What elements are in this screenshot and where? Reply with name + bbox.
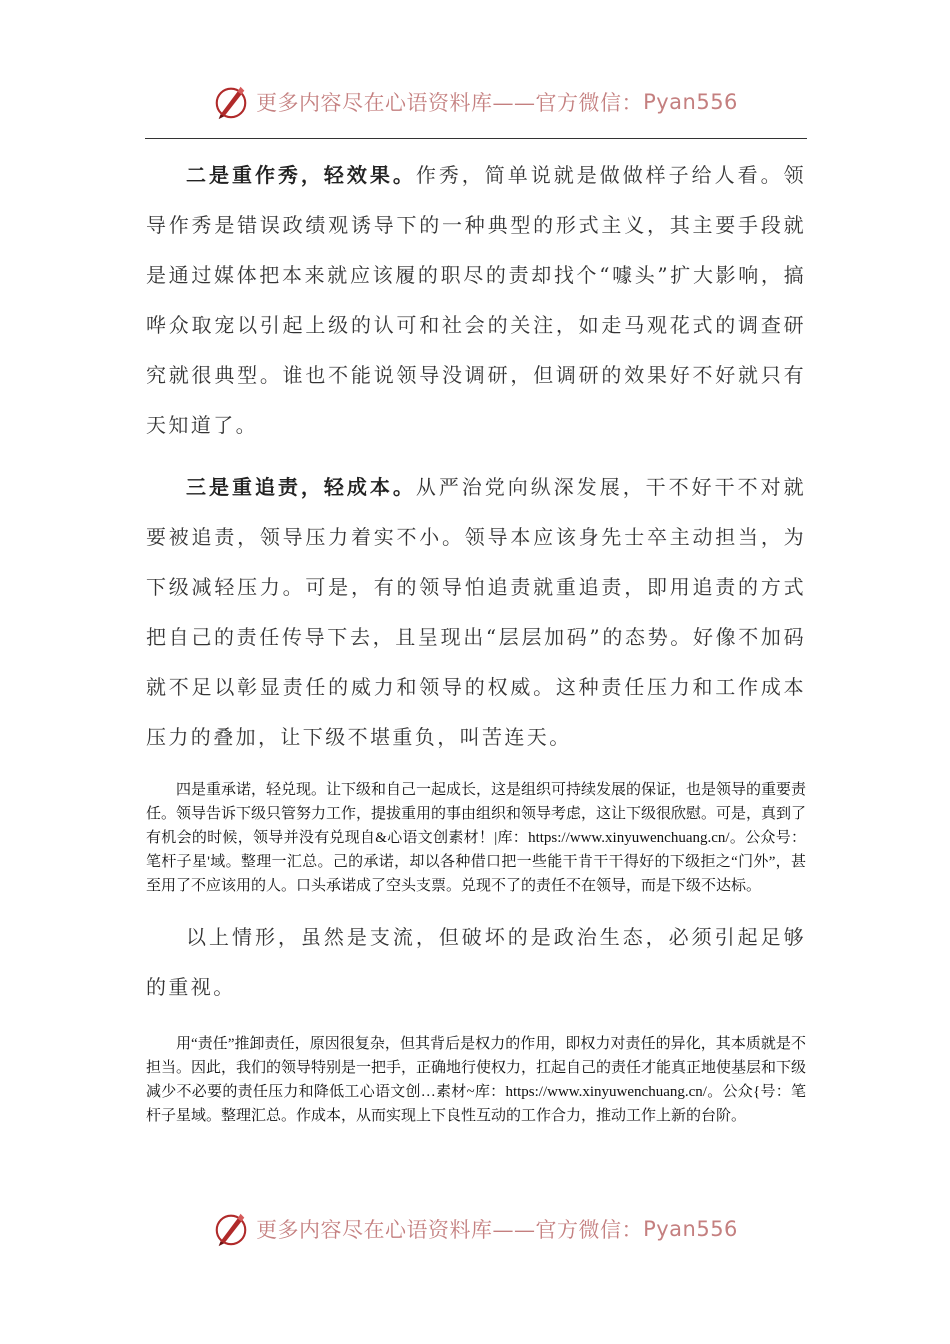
header-wechat-id: Pyan556 <box>643 90 738 114</box>
paragraph-3-text: 从严治党向纵深发展，干不好干不对就要被追责，领导压力着实不小。领导本应该身先士卒主动担当，为下级减轻压力。可是，有的领导怕追责就重追责，即用追责的方式把自己的责任传导下去，且呈现出“层层加码”的态势。好像不加码就不足以彰显责任的威力和领导的权威。这种责任压力和工作成本压力的叠加，让下级不堪重负，叫苦连天。 <box>146 475 806 749</box>
footer-banner <box>0 1207 950 1251</box>
pen-logo-icon <box>212 83 250 121</box>
header-banner-text: 更多内容尽在心语资料库——官方微信： <box>256 91 644 115</box>
footer-banner-text: 更多内容尽在心语资料库——官方微信： <box>256 1218 644 1242</box>
header-divider <box>145 138 807 139</box>
header-banner <box>0 80 950 124</box>
paragraph-2 <box>146 150 806 450</box>
paragraph-summary: 以上情形，虽然是支流，但破坏的是政治生态，必须引起足够的重视。 <box>146 925 806 999</box>
document-body <box>146 150 806 1128</box>
paragraph-4: 四是重承诺，轻兑现。让下级和自己一起成长，这是组织可持续发展的保证，也是领导的重要责任。领导告诉下级只管努力工作，提拔重用的事由组织和领导考虑，这让下级很欣慰。可是，真到了有机会的时候，领导并没有兑现自&心语文创素材！|库：https://www.xinyuwenchuang.cn/。公众号：笔杆子星'域。整理一汇总。己的承诺，却以各种借口把一些能干肯干干得好的下级拒之“门外”，甚至用了不应该用的人。口头承诺成了空头支票。兑现不了的责任不在领导，而是下级不达标。 <box>146 782 807 894</box>
paragraph-3-heading: 三是重追责，轻成本。 <box>186 475 416 499</box>
paragraph-conclusion: 用“责任”推卸责任，原因很复杂，但其背后是权力的作用，即权力对责任的异化，其本质就是不担当。因此，我们的领导特别是一把手，正确地行使权力，扛起自己的责任才能真正地使基层和下级减少不必要的责任压力和降低工心语文创…素材~库：https://www.xinyuwenchuang.cn/。公众{号：笔杆子星域。整理汇总。作成本，从而实现上下良性互动的工作合力，推动工作上新的台阶。 <box>146 1036 807 1124</box>
footer-wechat-id: Pyan556 <box>643 1217 738 1241</box>
paragraph-2-heading: 二是重作秀，轻效果。 <box>186 163 416 187</box>
pen-logo-icon <box>212 1210 250 1248</box>
paragraph-2-text: 作秀，简单说就是做做样子给人看。领导作秀是错误政绩观诱导下的一种典型的形式主义，其主要手段就是通过媒体把本来就应该履的职尽的责却找个“噱头”扩大影响，搞哗众取宠以引起上级的认可和社会的关注，如走马观花式的调查研究就很典型。谁也不能说领导没调研，但调研的效果好不好就只有天知道了。 <box>146 163 806 437</box>
paragraph-3 <box>146 462 806 762</box>
